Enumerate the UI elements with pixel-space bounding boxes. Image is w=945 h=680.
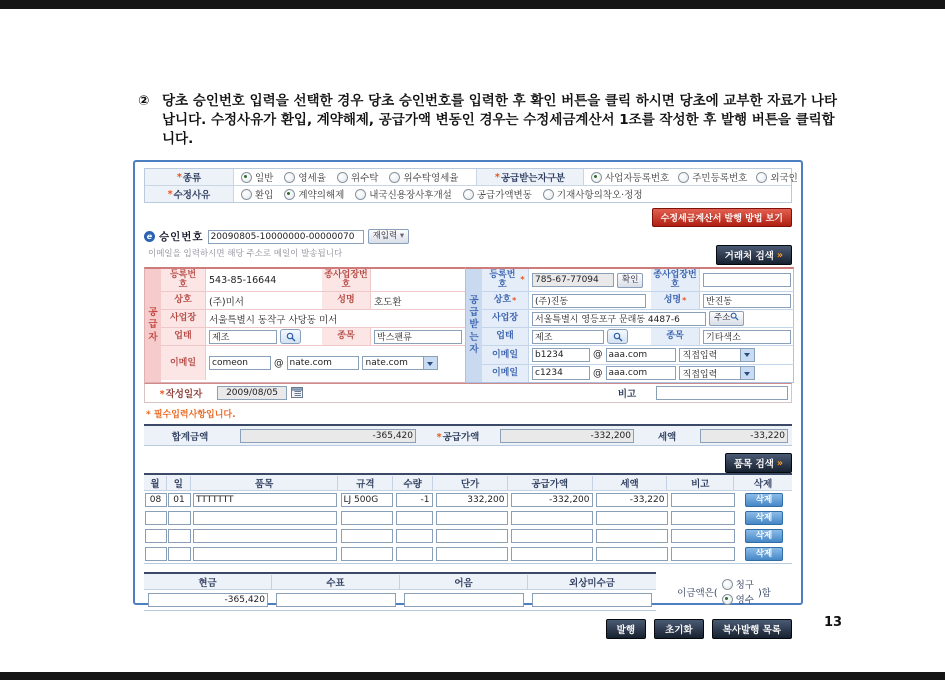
approval-line <box>144 229 792 244</box>
revision-guide-button[interactable]: 수정세금계산서 발행 방법 보기 <box>652 208 792 227</box>
radio-label: 공급가액변동 <box>476 190 532 201</box>
instruction-text: 당초 승인번호 입력을 선택한 경우 당초 승인번호를 입력한 후 확인 버튼을 클릭 하시면 당초에 교부한 자료가 나타납니다. 수정사유가 환입, 계약해제, 공급가액 변동인 경우는 수정세금계산서 1조를 작성한 후 발행 버튼을 클릭합니다. <box>162 93 838 148</box>
guide-row <box>144 208 792 225</box>
radio-label: 내국신용장사후개설 <box>369 190 452 201</box>
supplier-biztype-cell <box>206 329 322 344</box>
supplier-name-value: (주)미서 <box>209 296 244 308</box>
radio-icon[interactable] <box>284 172 295 183</box>
required-asterisk: * <box>494 171 500 183</box>
item-memo-input[interactable] <box>671 529 735 543</box>
item-qty-input[interactable] <box>396 547 433 561</box>
supplier-band-label: 공급자 <box>148 306 158 343</box>
radio-label: 사업자등록번호 <box>605 173 670 184</box>
radio-icon[interactable] <box>756 172 767 183</box>
memo-input[interactable] <box>656 386 788 400</box>
buyer-email2-cell <box>529 366 794 380</box>
issue-label: 발행 <box>616 625 636 636</box>
col-item: 품목 <box>191 476 339 490</box>
buyer-address-row <box>482 309 794 327</box>
buyer-email1-row <box>482 345 794 364</box>
item-row <box>144 509 792 527</box>
item-month-input[interactable] <box>145 493 167 507</box>
buyer-subplace-input[interactable] <box>703 273 791 287</box>
item-day-input[interactable] <box>168 511 191 525</box>
radio-label: 영세율 <box>298 173 326 184</box>
amount-suffix: )함 <box>757 587 771 599</box>
supplier-email-label: 이메일 <box>161 346 206 380</box>
supplier-address-label: 사업장 <box>161 310 206 327</box>
at-sign: @ <box>274 357 284 369</box>
reason-label-cell <box>145 186 234 202</box>
approval-number-input[interactable] <box>208 230 364 244</box>
radio-icon[interactable] <box>241 189 252 200</box>
buyer-band <box>466 269 482 382</box>
supplier-reg-label: 등록번호 <box>161 269 206 291</box>
radio-kind-zerorate[interactable] <box>284 170 326 184</box>
item-row <box>144 527 792 545</box>
supply-amount-label: *공급가액 <box>436 431 480 443</box>
required-note: * 필수입력사항입니다. <box>146 410 236 420</box>
radio-label: 주민등록번호 <box>692 173 748 184</box>
approval-section <box>144 229 792 265</box>
radio-label: 외국인 <box>770 173 798 184</box>
item-price-input[interactable] <box>436 493 508 507</box>
buyer-grid <box>482 269 794 382</box>
supplier-email-id-input[interactable] <box>209 356 271 370</box>
total-amount-input[interactable] <box>240 429 416 443</box>
item-qty-input[interactable] <box>396 511 433 525</box>
radio-kind-normal[interactable] <box>241 170 273 184</box>
supplier-email-domain-select[interactable] <box>362 356 438 370</box>
payment-section <box>144 572 792 611</box>
date-label-cell <box>145 386 217 400</box>
kind-label: 종류 <box>182 173 202 184</box>
chevron-icon: » <box>776 457 783 469</box>
e-bullet-icon: e <box>144 231 155 242</box>
dropdown-arrow-icon <box>423 357 437 369</box>
supplier-ceo-label: 성명 <box>322 292 371 309</box>
radio-receipt[interactable] <box>722 592 754 606</box>
payment-table <box>144 572 656 611</box>
buyer-biztype-input[interactable] <box>532 330 604 344</box>
tax-amount-input[interactable] <box>700 429 788 443</box>
item-spec-input[interactable] <box>341 529 393 543</box>
radio-recipient-foreigner[interactable] <box>756 170 798 184</box>
reason-label: 수정사유 <box>173 190 211 201</box>
instruction-paragraph <box>138 92 840 149</box>
supplier-address-value: 서울특별시 동작구 사당동 미서 <box>209 314 338 326</box>
amount-options <box>722 577 754 606</box>
col-check: 수표 <box>272 575 400 589</box>
buyer-bizitem-input[interactable] <box>703 330 791 344</box>
delete-row-button[interactable]: 삭제 <box>745 511 783 525</box>
supply-amount-input[interactable] <box>500 429 634 443</box>
amount-type-group <box>656 572 792 611</box>
item-memo-input[interactable] <box>671 511 735 525</box>
tax-invoice-form <box>133 160 803 636</box>
supplier-band <box>145 269 161 382</box>
radio-kind-consign[interactable] <box>337 170 379 184</box>
item-qty-input[interactable] <box>396 493 433 507</box>
buyer-email-label: 이메일 <box>482 346 529 364</box>
item-search-label: 품목 검색 <box>733 459 774 470</box>
dropdown-arrow-icon: ▾ <box>399 231 405 241</box>
search-icon <box>613 332 623 342</box>
radio-icon[interactable] <box>463 189 474 200</box>
item-supply-input[interactable] <box>511 493 593 507</box>
item-supply-input[interactable] <box>511 511 593 525</box>
biztype-search-button[interactable] <box>280 329 301 344</box>
buyer-email-label: 이메일 <box>482 365 529 383</box>
select-value: nate.com <box>365 358 408 368</box>
item-day-input[interactable] <box>168 493 191 507</box>
radio-reason-amount-change[interactable] <box>463 187 532 201</box>
buyer-reg-label: 등록번호 * <box>482 269 529 291</box>
delete-row-button[interactable]: 삭제 <box>745 493 783 507</box>
buyer-biztype-cell <box>529 329 651 344</box>
supplier-email-domain-input[interactable] <box>287 356 359 370</box>
radio-icon[interactable] <box>722 594 733 605</box>
reason-row <box>145 185 791 202</box>
radio-kind-consign-zerorate[interactable] <box>389 170 458 184</box>
buyer-ceo-cell <box>700 294 794 308</box>
tax-amount-cell <box>696 429 792 443</box>
item-name-input[interactable] <box>193 529 337 543</box>
reset-label: 초기화 <box>665 625 693 636</box>
buyer-name-label: 상호 * <box>482 292 529 309</box>
required-asterisk: * <box>436 431 442 443</box>
item-name-input[interactable] <box>193 511 337 525</box>
radio-label: 계약의해제 <box>298 190 345 201</box>
buyer-panel <box>466 267 794 383</box>
confirm-button[interactable]: 확인 <box>617 273 643 288</box>
chevron-icon: » <box>776 249 783 261</box>
buyer-ceo-input[interactable] <box>703 294 791 308</box>
col-qty: 수량 <box>393 476 433 490</box>
radio-icon[interactable] <box>284 189 295 200</box>
instruction-marker: ② <box>138 93 150 109</box>
total-amount-cell <box>236 429 420 443</box>
item-month-input[interactable] <box>145 547 167 561</box>
radio-label: 위수탁 <box>350 173 379 184</box>
supplier-reg-value: 543-85-16644 <box>209 274 277 286</box>
buyer-email2-domain-select[interactable] <box>679 366 755 380</box>
reason-options <box>234 187 791 201</box>
radio-label: 영수 <box>735 595 754 606</box>
at-sign: @ <box>593 349 603 361</box>
reenter-button[interactable] <box>368 229 410 244</box>
buyer-subplace-label: 종사업장번호 <box>651 269 700 291</box>
item-search-row <box>144 453 792 469</box>
item-search-button[interactable] <box>725 453 792 473</box>
recipient-kind-options <box>584 170 798 184</box>
item-month-input[interactable] <box>145 511 167 525</box>
item-qty-input[interactable] <box>396 529 433 543</box>
item-row <box>144 545 792 563</box>
supplier-bizitem-input[interactable] <box>374 330 462 344</box>
item-price-input[interactable] <box>436 547 508 561</box>
dropdown-arrow-icon <box>740 367 754 379</box>
item-tax-input[interactable] <box>596 547 668 561</box>
item-price-input[interactable] <box>436 511 508 525</box>
buyer-address-input[interactable] <box>532 312 706 326</box>
radio-icon[interactable] <box>722 579 733 590</box>
dropdown-arrow-icon <box>740 349 754 361</box>
check-input[interactable] <box>276 593 396 607</box>
buyer-biztype-row <box>482 327 794 345</box>
required-asterisk: * <box>167 188 173 200</box>
col-spec: 규격 <box>338 476 393 490</box>
item-name-input[interactable] <box>193 493 337 507</box>
radio-label: 기재사항의착오·정정 <box>556 190 643 201</box>
select-value: 직접입력 <box>682 351 718 362</box>
buyer-reg-cell <box>529 273 651 288</box>
radio-recipient-residentno[interactable] <box>678 170 747 184</box>
copy-issue-list-label: 복사발행 목록 <box>722 625 781 636</box>
supplier-bizitem-label: 종목 <box>322 328 371 345</box>
total-amount-label: 합계금액 <box>171 431 209 443</box>
supplier-name-label: 상호 <box>161 292 206 309</box>
buyer-email2-id-input[interactable] <box>532 366 590 380</box>
item-spec-input[interactable] <box>341 511 393 525</box>
buyer-email1-domain-input[interactable] <box>606 348 676 362</box>
buyer-subplace-cell <box>700 273 794 287</box>
note-input[interactable] <box>404 593 524 607</box>
buyer-ceo-label: 성명 * <box>651 292 700 309</box>
select-value: 직접입력 <box>682 369 718 380</box>
col-memo: 비고 <box>667 476 734 490</box>
radio-icon[interactable] <box>591 172 602 183</box>
supplier-email-row <box>161 345 465 380</box>
supplier-email-cell <box>206 356 465 370</box>
radio-label: 청구 <box>735 580 754 591</box>
buyer-email1-cell <box>529 348 794 362</box>
col-note: 어음 <box>400 575 528 589</box>
radio-icon[interactable] <box>241 172 252 183</box>
buyer-bizitem-cell <box>700 330 794 344</box>
buyer-biztype-label: 업태 <box>482 328 529 345</box>
totals-bar <box>144 424 792 446</box>
date-label: 작성일자 <box>165 389 203 400</box>
credit-input[interactable] <box>532 593 652 607</box>
col-supply: 공급가액 <box>508 476 593 490</box>
item-month-input[interactable] <box>145 529 167 543</box>
radio-label: 일반 <box>255 173 274 184</box>
kind-label-cell <box>145 169 234 185</box>
radio-reason-return[interactable] <box>241 187 273 201</box>
date-memo-row <box>144 383 792 403</box>
approval-label: 승인번호 <box>159 231 204 243</box>
radio-reason-cancel[interactable] <box>284 187 344 201</box>
supplier-grid <box>161 269 465 382</box>
supplier-panel <box>144 267 466 383</box>
item-price-input[interactable] <box>436 529 508 543</box>
item-day-input[interactable] <box>168 547 191 561</box>
buyer-reg-input[interactable] <box>532 273 614 287</box>
radio-icon[interactable] <box>389 172 400 183</box>
type-table <box>144 168 798 203</box>
item-day-input[interactable] <box>168 529 191 543</box>
supplier-name-row <box>161 291 465 309</box>
buyer-name-row <box>482 291 794 309</box>
item-memo-input[interactable] <box>671 547 735 561</box>
item-spec-input[interactable] <box>341 493 393 507</box>
items-table <box>144 473 792 564</box>
email-note: 이메일을 입력하시면 해당 주소로 메일이 발송됩니다 <box>148 249 343 259</box>
at-sign: @ <box>593 367 603 379</box>
buyer-band-label: 공급받는자 <box>469 294 479 356</box>
item-memo-input[interactable] <box>671 493 735 507</box>
col-credit: 외상미수금 <box>569 577 615 589</box>
col-cash: 현금 <box>144 575 272 589</box>
search-icon <box>286 332 296 342</box>
parties-section <box>144 267 792 383</box>
item-name-input[interactable] <box>193 547 337 561</box>
delete-row-button[interactable]: 삭제 <box>745 547 783 561</box>
supplier-biztype-input[interactable] <box>209 330 277 344</box>
required-asterisk: * <box>176 171 182 183</box>
supplier-ceo-value: 호도환 <box>374 296 402 308</box>
delete-row-button[interactable]: 삭제 <box>745 529 783 543</box>
calendar-icon[interactable] <box>291 386 303 401</box>
supplier-address-row <box>161 309 465 327</box>
items-header-row <box>144 475 792 491</box>
search-icon <box>730 312 739 321</box>
required-asterisk: * <box>512 295 517 305</box>
supply-amount-cell <box>496 429 638 443</box>
supplier-biztype-row <box>161 327 465 345</box>
address-search-button[interactable] <box>709 311 744 326</box>
bottom-divider-bar <box>0 672 945 680</box>
radio-claim[interactable] <box>722 577 754 591</box>
radio-label: 환입 <box>255 190 274 201</box>
partner-search-button[interactable] <box>716 245 792 265</box>
col-delete: 삭제 <box>753 478 773 490</box>
supplier-biztype-label: 업태 <box>161 328 206 345</box>
radio-recipient-bizno[interactable] <box>591 170 669 184</box>
buyer-name-input[interactable] <box>532 294 646 308</box>
type-row <box>145 169 798 185</box>
radio-icon[interactable] <box>678 172 689 183</box>
buyer-bizitem-label: 종목 <box>651 328 700 345</box>
reenter-label: 재입력 <box>372 231 398 241</box>
radio-label: 위수탁영세율 <box>403 173 459 184</box>
item-tax-input[interactable] <box>596 529 668 543</box>
recipient-kind-label-cell <box>476 169 584 185</box>
top-divider-bar <box>0 0 945 9</box>
radio-icon[interactable] <box>543 189 554 200</box>
tax-amount-label: 세액 <box>657 431 677 443</box>
supplier-subplace-label: 종사업장번호 <box>322 269 371 291</box>
reset-button[interactable] <box>654 619 704 639</box>
buyer-email1-id-input[interactable] <box>532 348 590 362</box>
col-day: 일 <box>167 476 191 490</box>
radio-reason-error[interactable] <box>543 187 643 201</box>
radio-reason-lc[interactable] <box>355 187 452 201</box>
memo-label: 비고 <box>617 389 637 400</box>
buyer-address-cell <box>529 311 794 326</box>
biztype-search-button[interactable] <box>607 329 628 344</box>
supplier-bizitem-cell <box>371 330 465 344</box>
kind-options <box>234 170 476 184</box>
item-supply-input[interactable] <box>511 547 593 561</box>
radio-icon[interactable] <box>355 189 366 200</box>
address-button-label: 주소 <box>714 313 731 323</box>
cash-input[interactable] <box>148 593 268 607</box>
buyer-email2-domain-input[interactable] <box>606 366 676 380</box>
actions-row <box>144 619 792 639</box>
payment-header-row <box>144 574 656 590</box>
buyer-email1-domain-select[interactable] <box>679 348 755 362</box>
required-asterisk: * <box>520 275 525 285</box>
supplier-reg-row <box>161 269 465 291</box>
partner-search-label: 거래처 검색 <box>724 251 774 262</box>
item-tax-input[interactable] <box>596 493 668 507</box>
amount-prefix: 이금액은( <box>677 587 718 599</box>
buyer-address-label: 사업장 <box>482 310 529 327</box>
buyer-name-cell <box>529 294 651 308</box>
date-input[interactable] <box>217 386 287 400</box>
item-spec-input[interactable] <box>341 547 393 561</box>
recipient-kind-label: 공급받는자구분 <box>500 173 566 184</box>
required-asterisk: * <box>682 295 687 305</box>
item-supply-input[interactable] <box>511 529 593 543</box>
issue-button[interactable] <box>606 619 646 639</box>
page-number: 13 <box>824 615 843 630</box>
item-tax-input[interactable] <box>596 511 668 525</box>
col-tax: 세액 <box>593 476 668 490</box>
copy-issue-list-button[interactable] <box>712 619 792 639</box>
payment-value-row <box>144 590 656 610</box>
buyer-email2-row <box>482 364 794 383</box>
col-price: 단가 <box>433 476 508 490</box>
col-month: 월 <box>144 476 167 490</box>
item-row <box>144 491 792 509</box>
buyer-reg-row <box>482 269 794 291</box>
radio-icon[interactable] <box>337 172 348 183</box>
required-asterisk: * <box>159 389 165 400</box>
